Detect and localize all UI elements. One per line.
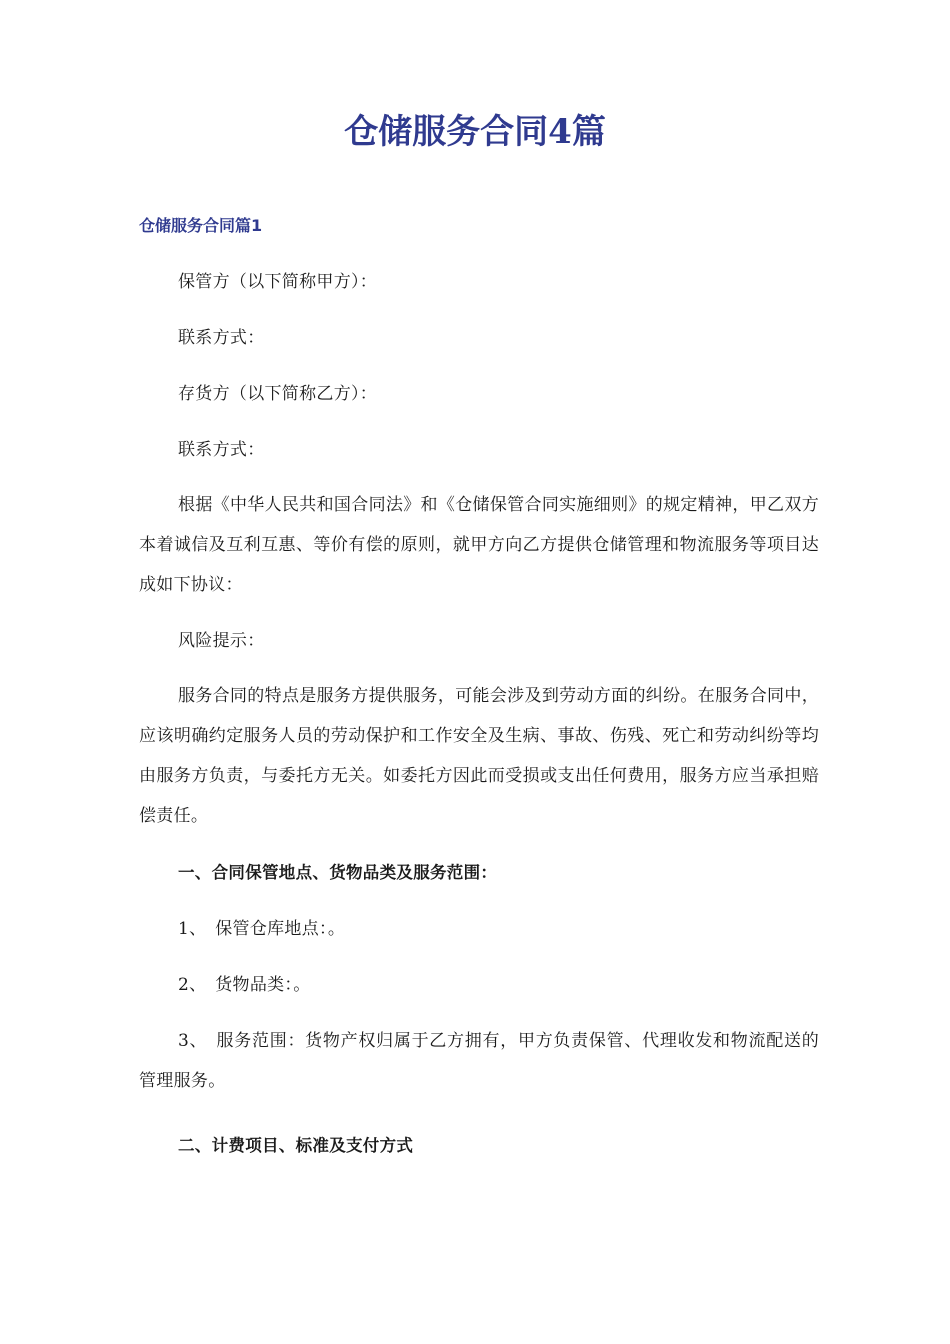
party-a-line: 保管方（以下简称甲方）：: [178, 272, 378, 292]
risk-notice-paragraph: 服务合同的特点是服务方提供服务，可能会涉及到劳动方面的纠纷。在服务合同中，应该明确约定服务人员的劳动保护和工作安全及生病、事故、伤残、死亡和劳动纠纷等均由服务方负责，与委托方无关。如委托方因此而受损或支出任何费用，服务方应当承担赔偿责任。: [139, 686, 819, 826]
clause-item-1: 1、 保管仓库地点：。: [178, 919, 346, 939]
risk-notice-label: 风险提示：: [178, 631, 265, 651]
party-a-contact-line: 联系方式：: [178, 328, 265, 348]
clause-heading-2: 二、计费项目、标准及支付方式: [178, 1136, 414, 1155]
clause-heading-1: 一、合同保管地点、货物品类及服务范围：: [178, 863, 498, 882]
preamble-paragraph: 根据《中华人民共和国合同法》和《仓储保管合同实施细则》的规定精神，甲乙双方本着诚信及互利互惠、等价有偿的原则，就甲方向乙方提供仓储管理和物流服务等项目达成如下协议：: [139, 495, 819, 595]
clause-item-2: 2、 货物品类：。: [178, 975, 311, 995]
party-b-contact-line: 联系方式：: [178, 440, 265, 460]
party-b-line: 存货方（以下简称乙方）：: [178, 384, 378, 404]
section-heading: 仓储服务合同篇1: [139, 216, 263, 235]
document-title: 仓储服务合同4篇: [344, 112, 606, 152]
clause-item-3: 3、 服务范围：货物产权归属于乙方拥有，甲方负责保管、代理收发和物流配送的管理服务。: [139, 1031, 819, 1091]
